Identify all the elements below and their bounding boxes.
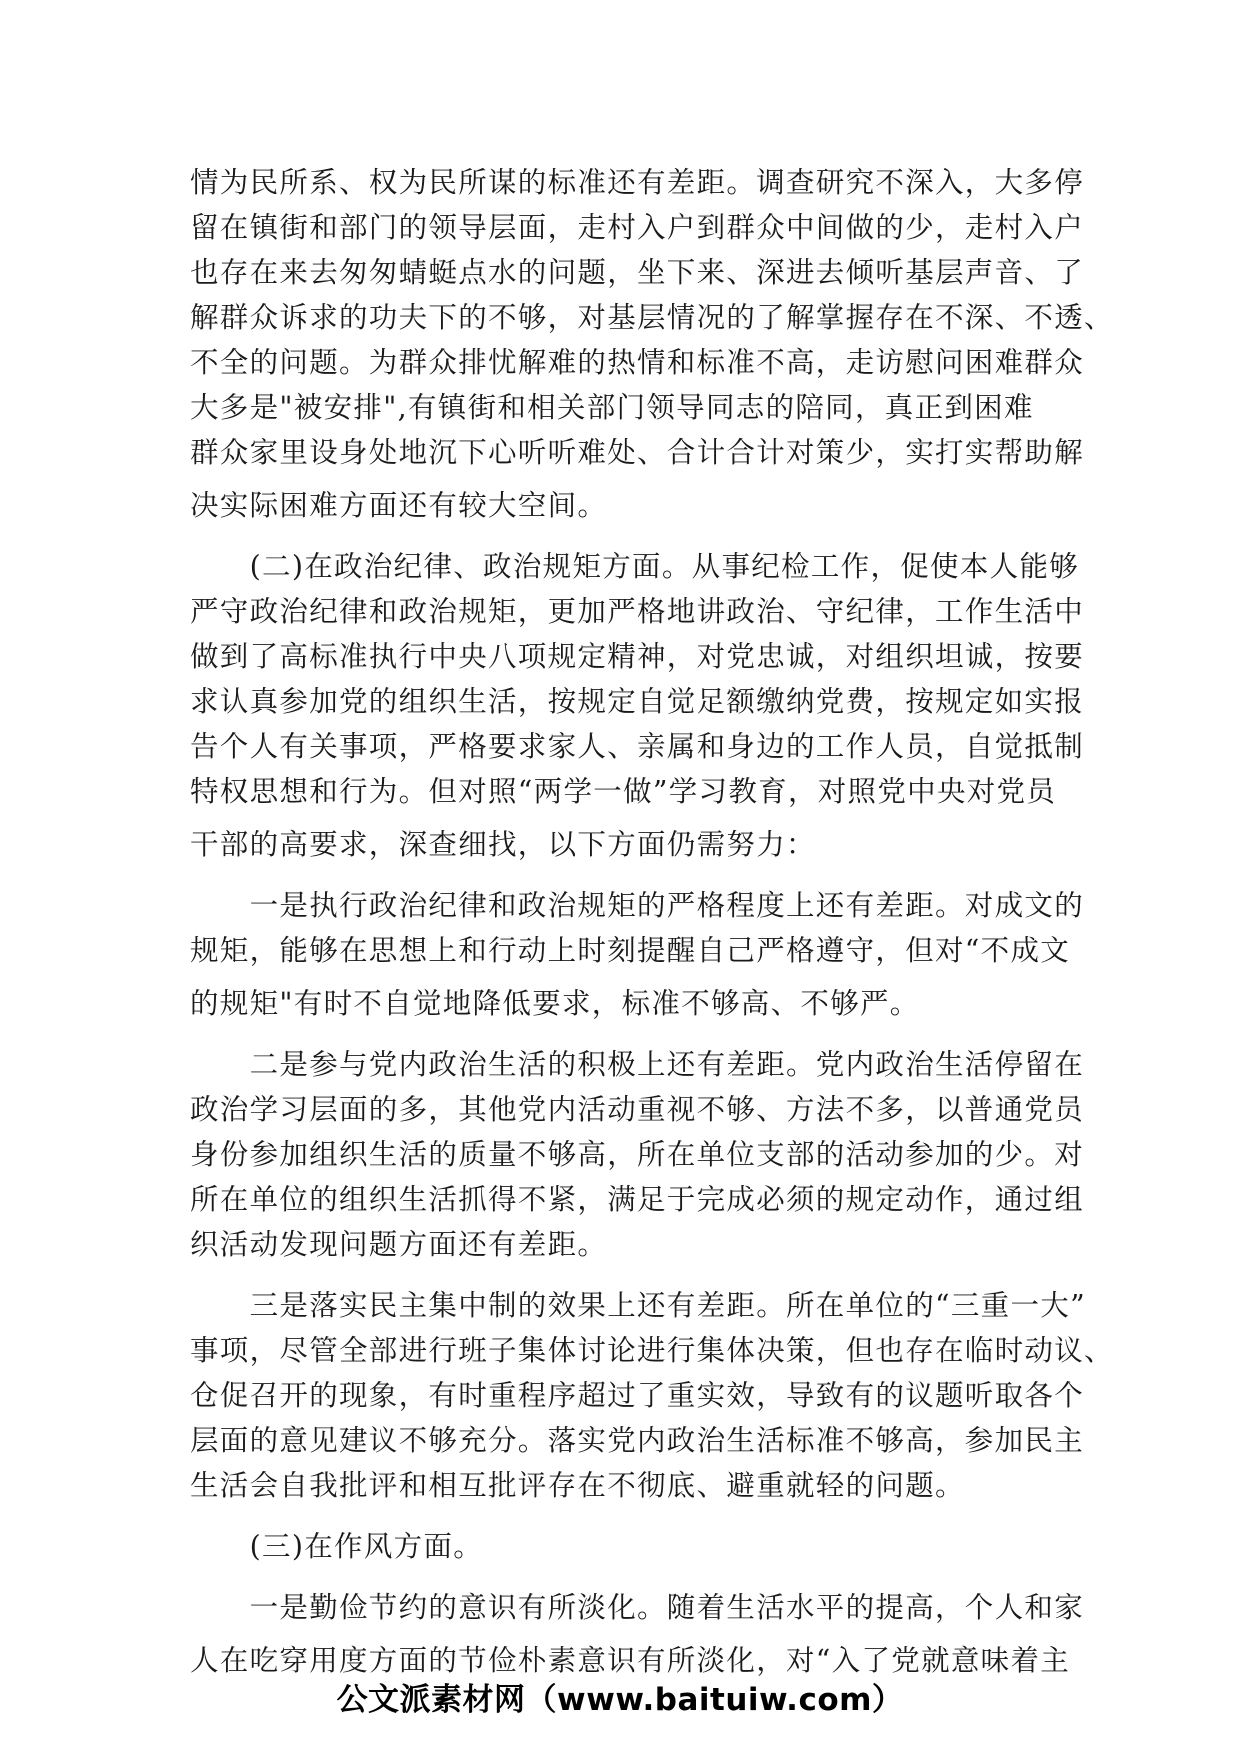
- footer-watermark: 公文派素材网（www.baituiw.com）: [336, 1682, 904, 1718]
- text-line: 生活会自我批评和相互批评存在不彻底、避重就轻的问题。: [190, 1469, 965, 1502]
- text-line: 规矩，能够在思想上和行动上时刻提醒自己严格遵守，但对“不成文: [190, 934, 1071, 967]
- text-line: 仓促召开的现象，有时重程序超过了重实效，导致有的议题听取各个: [190, 1379, 1085, 1412]
- text-line: 告个人有关事项，严格要求家人、亲属和身边的工作人员，自觉抵制: [190, 730, 1085, 763]
- text-line: 所在单位的组织生活抓得不紧，满足于完成必须的规定动作，通过组: [190, 1183, 1085, 1216]
- text-line: 大多是"被安排",有镇街和相关部门领导同志的陪同，真正到困难: [190, 391, 1034, 424]
- text-line: 三是落实民主集中制的效果上还有差距。所在单位的“三重一大”: [190, 1289, 1086, 1322]
- section-heading-work-style: [190, 1524, 1060, 1569]
- text-line: (三)在作风方面。: [190, 1530, 484, 1563]
- text-line: 身份参加组织生活的质量不够高，所在单位支部的活动参加的少。对: [190, 1138, 1085, 1171]
- paragraph-point-three: [190, 1283, 1114, 1508]
- text-line: 二是参与党内政治生活的积极上还有差距。党内政治生活停留在: [190, 1048, 1085, 1081]
- paragraph-political-discipline: [190, 544, 1085, 867]
- document-body: [190, 160, 1114, 1683]
- text-line: 干部的高要求，深查细找，以下方面仍需努力：: [190, 828, 816, 861]
- text-line: 人在吃穿用度方面的节俭朴素意识有所淡化，对“入了党就意味着主: [190, 1644, 1071, 1677]
- text-line: 事项，尽管全部进行班子集体讨论进行集体决策，但也存在临时动议、: [190, 1334, 1114, 1367]
- text-line: 严守政治纪律和政治规矩，更加严格地讲政治、守纪律，工作生活中: [190, 595, 1085, 628]
- text-line: 决实际困难方面还有较大空间。: [190, 489, 608, 522]
- text-line: 政治学习层面的多，其他党内活动重视不够、方法不多，以普通党员: [190, 1093, 1085, 1126]
- text-line: 情为民所系、权为民所谋的标准还有差距。调查研究不深入，大多停: [190, 166, 1085, 199]
- text-line: 求认真参加党的组织生活，按规定自觉足额缴纳党费，按规定如实报: [190, 685, 1085, 718]
- text-line: 群众家里设身处地沉下心听听难处、合计合计对策少，实打实帮助解: [190, 436, 1085, 469]
- text-line: 层面的意见建议不够充分。落实党内政治生活标准不够高，参加民主: [190, 1424, 1085, 1457]
- text-line: 织活动发现问题方面还有差距。: [190, 1228, 608, 1261]
- text-line: 也存在来去匆匆蜻蜓点水的问题，坐下来、深进去倾听基层声音、了: [190, 256, 1085, 289]
- text-line: 不全的问题。为群众排忧解难的热情和标准不高，走访慰问困难群众: [190, 346, 1085, 379]
- paragraph-point-one: [190, 883, 1085, 1026]
- text-line: 的规矩"有时不自觉地降低要求，标准不够高、不够严。: [190, 987, 920, 1020]
- text-line: 一是执行政治纪律和政治规矩的严格程度上还有差距。对成文的: [190, 889, 1085, 922]
- text-line: 解群众诉求的功夫下的不够，对基层情况的了解掌握存在不深、不透、: [190, 301, 1114, 334]
- text-line: 一是勤俭节约的意识有所淡化。随着生活水平的提高，个人和家: [190, 1591, 1085, 1624]
- text-line: 留在镇街和部门的领导层面，走村入户到群众中间做的少，走村入户: [190, 211, 1085, 244]
- text-line: (二)在政治纪律、政治规矩方面。从事纪检工作，促使本人能够: [190, 550, 1080, 583]
- text-line: 特权思想和行为。但对照“两学一做”学习教育，对照党中央对党员: [190, 775, 1057, 808]
- paragraph-point-two: [190, 1042, 1085, 1267]
- text-line: 做到了高标准执行中央八项规定精神，对党忠诚，对组织坦诚，按要: [190, 640, 1085, 673]
- paragraph-mass-line-issues: [190, 160, 1114, 528]
- paragraph-frugality: [190, 1585, 1085, 1683]
